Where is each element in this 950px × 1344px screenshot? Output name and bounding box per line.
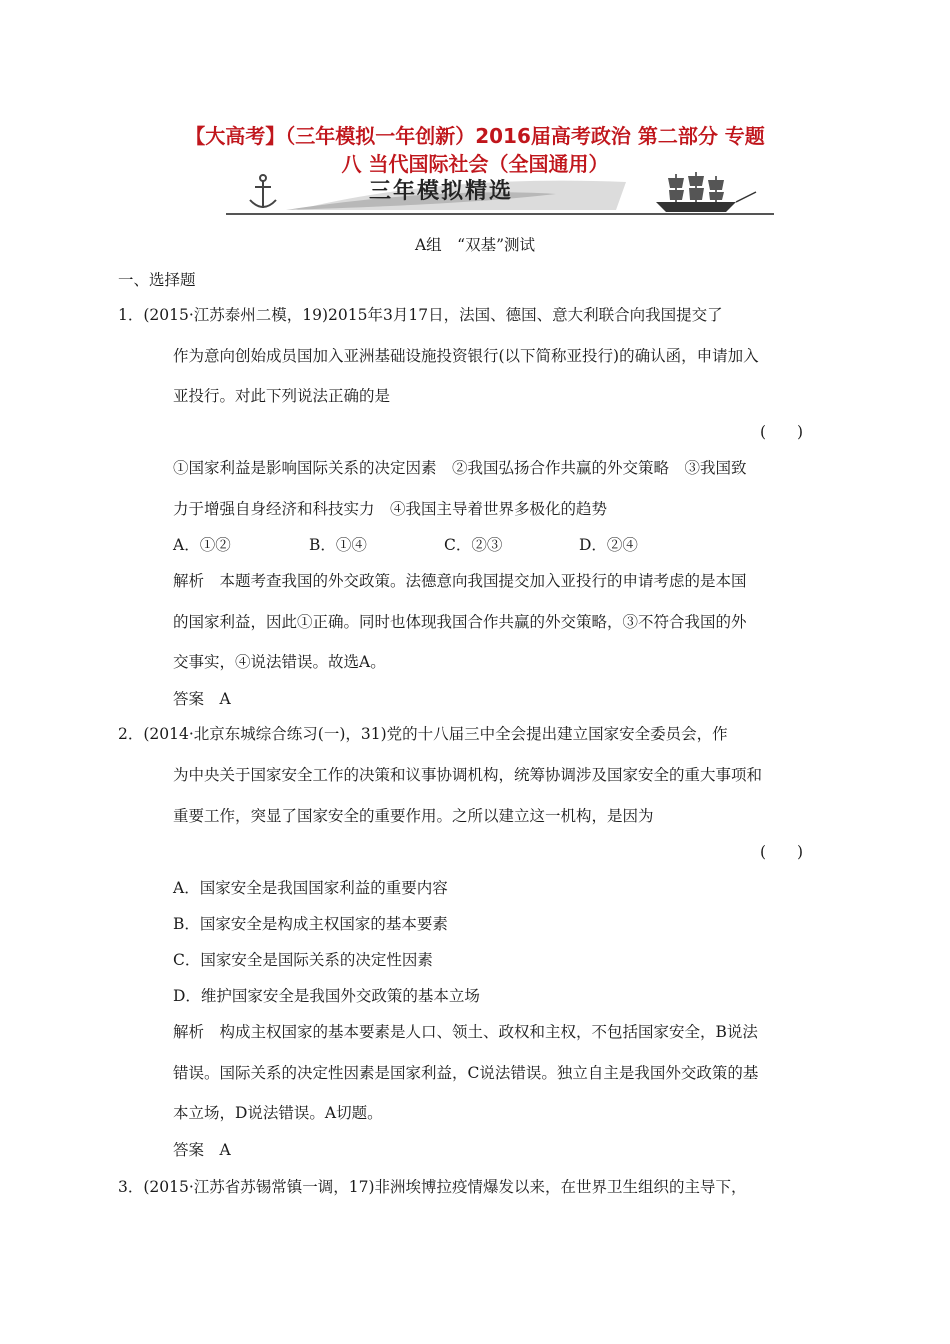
q3-stem-line-1: 3．(2015·江苏省苏锡常镇一调，17)非洲埃博拉疫情爆发以来，在世界卫生组织的主导下， bbox=[118, 1178, 747, 1196]
q2-option-a: A．国家安全是我国国家利益的重要内容 bbox=[173, 879, 448, 897]
q2-stem-line-3: 重要工作，突显了国家安全的重要作用。之所以建立这一机构，是因为 bbox=[173, 807, 654, 825]
title-line-2: 八 当代国际社会（全国通用） bbox=[341, 152, 609, 176]
q1-option-c: C．②③ bbox=[444, 536, 503, 554]
q1-stem-line-1: 1．(2015·江苏泰州二模，19)2015年3月17日，法国、德国、意大利联合向我国提交了 bbox=[118, 306, 723, 324]
q2-option-d: D．维护国家安全是我国外交政策的基本立场 bbox=[173, 987, 480, 1005]
q1-option-d: D．②④ bbox=[579, 536, 638, 554]
q1-answer-blank: ( ) bbox=[760, 423, 804, 441]
section-banner bbox=[226, 170, 774, 218]
q2-analysis-line-1: 解析 构成主权国家的基本要素是人口、领土、政权和主权，不包括国家安全，B说法 bbox=[173, 1023, 758, 1041]
q2-analysis-line-3: 本立场，D说法错误。A切题。 bbox=[173, 1104, 383, 1122]
q1-answer: 答案 A bbox=[173, 690, 231, 708]
q2-option-c: C．国家安全是国际关系的决定性因素 bbox=[173, 951, 433, 969]
q2-stem-line-1: 2．(2014·北京东城综合练习(一)，31)党的十八届三中全会提出建立国家安全委员会，作 bbox=[118, 725, 728, 743]
banner-text: 三年模拟精选 bbox=[368, 179, 514, 204]
q1-statements-line-1: ①国家利益是影响国际关系的决定因素 ②我国弘扬合作共赢的外交策略 ③我国致 bbox=[173, 459, 747, 477]
q2-answer-blank: ( ) bbox=[760, 843, 804, 861]
q2-stem-line-2: 为中央关于国家安全工作的决策和议事协调机构，统筹协调涉及国家安全的重大事项和 bbox=[173, 766, 763, 784]
q2-answer: 答案 A bbox=[173, 1141, 231, 1159]
q1-option-b: B．①④ bbox=[309, 536, 367, 554]
part-heading: 一、选择题 bbox=[118, 271, 196, 289]
q1-analysis-line-1: 解析 本题考查我国的外交政策。法德意向我国提交加入亚投行的申请考虑的是本国 bbox=[173, 572, 747, 590]
q1-statements-line-2: 力于增强自身经济和科技实力 ④我国主导着世界多极化的趋势 bbox=[173, 500, 608, 518]
section-heading: A组 “双基”测试 bbox=[414, 236, 536, 254]
q1-stem-line-2: 作为意向创始成员国加入亚洲基础设施投资银行(以下简称亚投行)的确认函，申请加入 bbox=[173, 347, 759, 365]
q1-analysis-line-3: 交事实，④说法错误。故选A。 bbox=[173, 653, 386, 671]
sailing-ship-icon bbox=[656, 172, 756, 212]
q1-option-a: A．①② bbox=[173, 536, 231, 554]
anchor-icon bbox=[250, 175, 276, 208]
q1-analysis-line-2: 的国家利益，因此①正确。同时也体现我国合作共赢的外交策略，③不符合我国的外 bbox=[173, 613, 747, 631]
q2-analysis-line-2: 错误。国际关系的决定性因素是国家利益，C说法错误。独立自主是我国外交政策的基 bbox=[173, 1064, 759, 1082]
q2-option-b: B．国家安全是构成主权国家的基本要素 bbox=[173, 915, 448, 933]
q1-stem-line-3: 亚投行。对此下列说法正确的是 bbox=[173, 387, 391, 405]
title-line-1: 【大高考】（三年模拟一年创新）2016届高考政治 第二部分 专题 bbox=[185, 124, 765, 148]
